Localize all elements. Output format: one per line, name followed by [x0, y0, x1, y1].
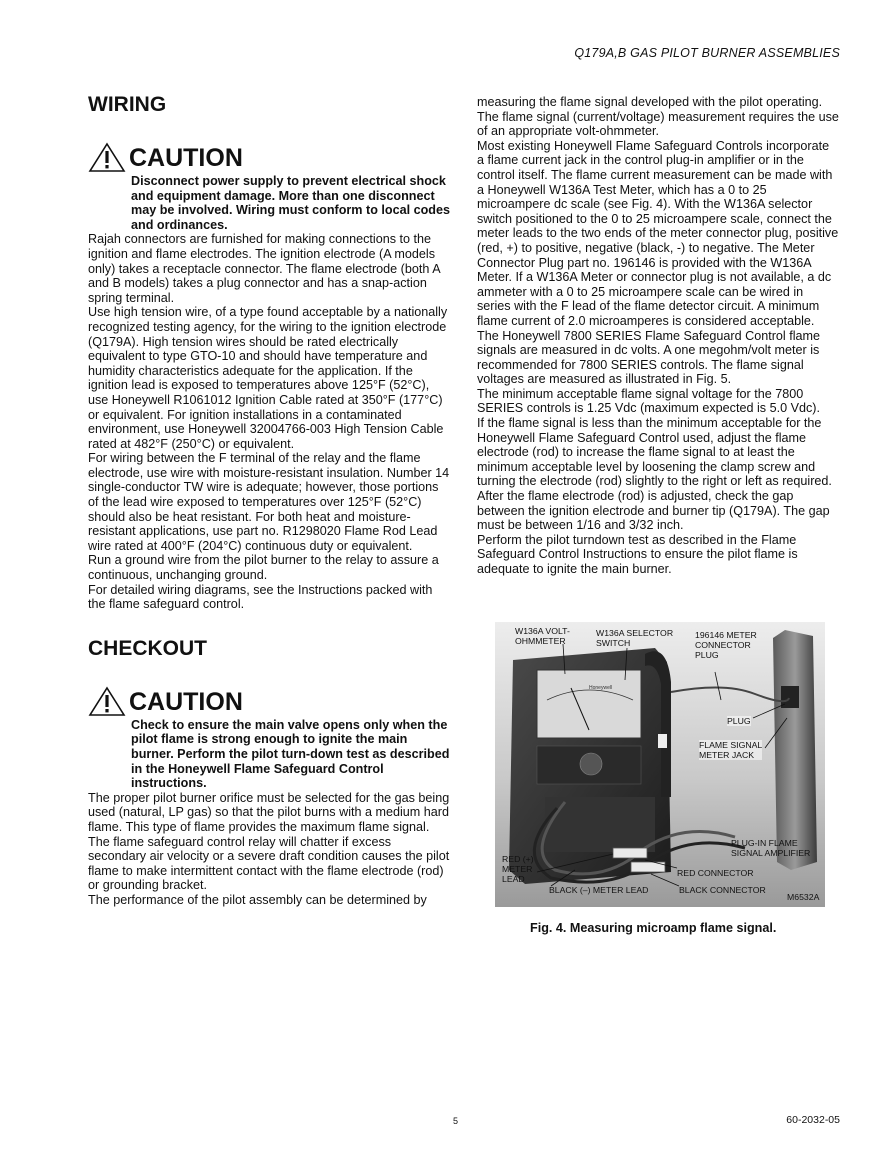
label-black-lead: BLACK (–) METER LEAD — [549, 885, 649, 895]
wiring-caution-text: Disconnect power supply to prevent electrical shock and equipment damage. More than one disconnect may be involved. Wiring must conform to local codes and ordinances. — [131, 174, 450, 232]
label-volt-ohmmeter: W136A VOLT- OHMMETER — [515, 626, 570, 646]
caution-word: CAUTION — [129, 687, 243, 716]
wiring-paragraph: Run a ground wire from the pilot burner to the relay to assure a continuous, unchanging ground. — [88, 553, 439, 583]
label-connector-plug: 196146 METER CONNECTOR PLUG — [695, 630, 757, 660]
checkout-paragraph: The minimum acceptable flame signal voltage for the 7800 SERIES controls is 1.25 Vdc (maximum expected is 5.0 Vdc). — [477, 386, 820, 416]
checkout-paragraph: The proper pilot burner orifice must be selected for the gas being used (natural, LP gas) so that the pilot burns with a medium hard flame. This type of flame provides the maximum flame signal. — [88, 790, 450, 834]
right-column — [477, 95, 839, 577]
label-figure-code: M6532A — [787, 892, 820, 902]
meter-photo-illustration — [495, 622, 825, 907]
checkout-paragraph: Most existing Honeywell Flame Safeguard Controls incorporate a flame current jack in the control plug-in amplifier or in the control itself. The flame current measurement can be made with a Honeywell W136A Test Meter, which has a 0 to 25 microampere dc scale (see Fig. 4). With the W136A selector switch positioned to the 0 to 25 microampere scale, connect the meter leads to the two ends of the meter connector plug, positive (red, +) to positive, negative (black, -) to negative. The Meter Connector Plug part no. 196146 is provided with the W136A Meter. If a W136A Meter or connector plug is not available, a dc ammeter with a 0 to 25 microampere scale can be wired in series with the F lead of the flame detector circuit. A minimum flame current of 2.0 microamperes is considered acceptable. — [477, 138, 839, 328]
wiring-caution — [88, 142, 450, 172]
page-number: 5 — [453, 1116, 459, 1126]
checkout-paragraph: If the flame signal is less than the minimum acceptable for the Honeywell Flame Safeguard Control used, adjust the flame electrode (rod) to increase the flame signal to at least the minimum acceptable level by loosening the clamp screw and turning the electrode (rod) slightly to the right or left as required. After the flame electrode (rod) is adjusted, check the gap between the ignition electrode and burner tip (Q179A). The gap must be between 1/16 and 3/32 inch. — [477, 416, 832, 533]
checkout-paragraph: The flame safeguard control relay will chatter if excess secondary air velocity or a severe draft condition causes the pilot flame to make intermittent contact with the flame electrode (rod) or grounding bracket. — [88, 834, 450, 893]
checkout-paragraph: measuring the flame signal developed with the pilot operating. The flame signal (current/voltage) measurement requires the use of an appropriate volt-ohmmeter. — [477, 95, 839, 139]
wiring-paragraph: Rajah connectors are furnished for making connections to the ignition and flame electrodes. The ignition electrode (A models only) takes a receptacle connector. The flame electrode (both A and B models) takes a plug connector and has a snap-action spring terminal. — [88, 232, 440, 305]
label-amplifier: PLUG-IN FLAME SIGNAL AMPLIFIER — [731, 838, 811, 858]
warning-triangle-icon — [88, 686, 126, 716]
checkout-paragraph: The performance of the pilot assembly can be determined by — [88, 892, 427, 907]
wiring-paragraph: Use high tension wire, of a type found acceptable by a nationally recognized testing agency, for the wiring to the ignition electrode (Q179A). High tension wires should be rated electrically equivalent to type GTO-10 and should have temperature and humidity characteristics adequate for the application. If the ignition lead is exposed to temperatures above 125°F (52°C), use Honeywell R1061012 Ignition Cable rated at 350°F (177°C) or equivalent. For ignition installations in a contaminated environment, use Honeywell 32004766-003 High Tension Cable rated at 482°F (250°C) or equivalent. — [88, 305, 448, 451]
warning-triangle-icon — [88, 142, 126, 172]
wiring-paragraph: For detailed wiring diagrams, see the Instructions packed with the flame safeguard control. — [88, 582, 433, 612]
left-column — [88, 92, 450, 908]
checkout-caution-text: Check to ensure the main valve opens only when the pilot flame is strong enough to ignite the main burner. Perform the pilot turn-down test as described in the Honeywell Flame Safeguard Control instructions. — [131, 717, 450, 791]
label-black-connector: BLACK CONNECTOR — [679, 885, 766, 895]
checkout-paragraph: The Honeywell 7800 SERIES Flame Safeguard Control flame signals are measured in dc volts. A one megohm/volt meter is recommended for 7800 SERIES controls. The flame signal voltages are measured as illustrated in Fig. 5. — [477, 328, 821, 387]
figure-4 — [495, 622, 825, 907]
checkout-caution — [88, 686, 450, 716]
caution-word: CAUTION — [129, 144, 243, 172]
document-code: 60-2032-05 — [786, 1114, 840, 1126]
label-brand: Honeywell — [589, 685, 613, 691]
checkout-paragraph: Perform the pilot turndown test as described in the Flame Safeguard Control Instructions to ensure the pilot flame is adequate to ignite the main burner. — [477, 532, 798, 576]
label-meter-jack: FLAME SIGNAL METER JACK — [699, 740, 763, 760]
checkout-heading: CHECKOUT — [88, 636, 207, 660]
label-selector-switch: W136A SELECTOR SWITCH — [596, 628, 674, 648]
wiring-heading: WIRING — [88, 93, 167, 116]
label-red-connector: RED CONNECTOR — [677, 868, 754, 878]
wiring-paragraph: For wiring between the F terminal of the relay and the flame electrode, use wire with moisture-resistant insulation. Number 14 single-conductor TW wire is adequate; however, those portions of the lead wire exposed to temperatures over 125°F (52°C) should also be heat resistant. For both heat and moisture-resistant applications, use part no. R1298020 Flame Rod Lead wire rated at 400°F (204°C) continuous duty or equivalent. — [88, 451, 450, 553]
label-red-lead: RED (+) METER LEAD — [502, 854, 534, 884]
label-plug: PLUG — [727, 716, 751, 726]
figure-caption: Fig. 4. Measuring microamp flame signal. — [530, 921, 777, 935]
running-header: Q179A,B GAS PILOT BURNER ASSEMBLIES — [574, 46, 840, 60]
